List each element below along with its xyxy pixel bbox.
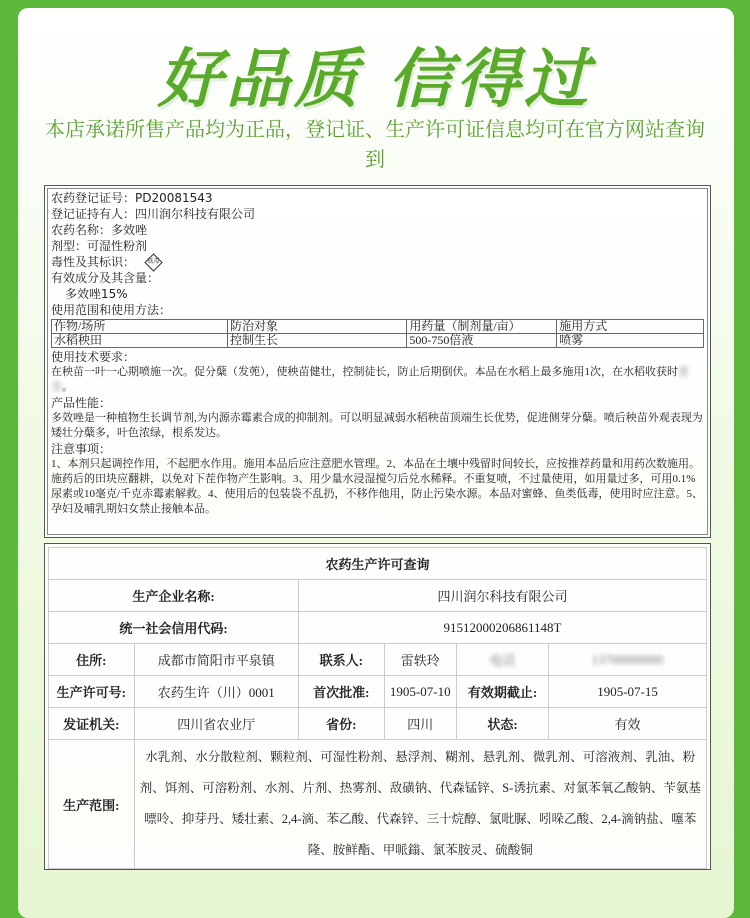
reg-number: 农药登记证号：PD20081543 [51, 191, 213, 205]
ingredient-label: 有效成分及其含量： [51, 271, 160, 285]
registration-certificate [44, 185, 711, 538]
address-label: 住所: [49, 644, 135, 676]
contact-label: 联系人: [299, 644, 385, 676]
contact-value: 雷轶玲 [384, 644, 456, 676]
production-license [44, 543, 711, 870]
scope-label: 使用范围和使用方法： [51, 303, 172, 317]
status-value: 有效 [549, 708, 707, 740]
usage-cell: 控制生长 [228, 334, 407, 348]
expiry-value: 1905-07-15 [549, 676, 707, 708]
usage-header-row [52, 320, 704, 334]
range-value: 水乳剂、水分散粒剂、颗粒剂、可湿性粉剂、悬浮剂、糊剂、悬乳剂、微乳剂、可溶液剂、乳油、粉剂、饵剂、可溶粉剂、水剂、片剂、热雾剂、敌磺钠、代森锰锌、S-诱抗素、对氯苯氧乙酸钠、苄氨基嘌呤、抑芽丹、矮壮素、2,4-滴、苯乙酸、代森锌、三十烷醇、氯吡脲、吲哚乙酸、2,4-滴钠盐、噻苯隆、胺鲜酯、甲哌鎓、氯苯胺灵、硫酸铜 [134, 740, 706, 869]
notes-label: 注意事项： [51, 442, 112, 456]
issuer-value: 四川省农业厅 [134, 708, 299, 740]
toxicity-label: 毒性及其标识： [51, 255, 136, 269]
usage-table [51, 319, 704, 348]
usage-cell: 500-750倍液 [407, 334, 557, 348]
reg-holder: 登记证持有人：四川润尔科技有限公司 [51, 207, 256, 221]
company-label: 生产企业名称: [49, 580, 299, 612]
tech-label: 使用技术要求： [51, 350, 136, 364]
performance-label: 产品性能： [51, 396, 112, 410]
usage-cell: 水稻秧田 [52, 334, 228, 348]
phone-value: 13700000000 [549, 644, 707, 676]
tech-text: 在秧苗一叶一心期喷施一次。促分蘖（发蔸），使秧苗健壮，控制徒长，防止后期倒伏。本品在水稻上最多施用1次，在水稻收获时安全。 [51, 366, 689, 393]
license-table [48, 547, 707, 869]
first-approval-label: 首次批准: [299, 676, 385, 708]
usage-row [52, 334, 704, 348]
usage-header: 施用方式 [557, 320, 704, 334]
province-value: 四川 [384, 708, 456, 740]
first-approval-value: 1905-07-10 [384, 676, 456, 708]
address-value: 成都市简阳市平泉镇 [134, 644, 299, 676]
permit-label: 生产许可号: [49, 676, 135, 708]
low-toxicity-diamond-icon [144, 253, 162, 271]
phone-label: 电话 [456, 644, 548, 676]
notes-text: 1、本剂只起调控作用，不起肥水作用。施用本品后应注意肥水管理。2、本品在土壤中残留时间较长，应按推荐药量和用药次数施用。施药后的田块应翻耕，以免对下茬作物产生影响。3、用少量水浸湿搅匀后兑水稀释。不重复喷，不过量使用，如用量过多，可用0.1%尿素或10毫克/千克赤霉素解救。4、使用后的包装袋不乱扔，不移作他用，防止污染水源。本品对蜜蜂、鱼类低毒，使用时应注意。5、孕妇及哺乳期妇女禁止接触本品。 [51, 458, 704, 515]
status-label: 状态: [456, 708, 548, 740]
ingredient: 多效唑15% [65, 287, 128, 301]
province-label: 省份: [299, 708, 385, 740]
performance-text: 多效唑是一种植物生长调节剂,为内源赤霉素合成的抑制剂。可以明显减弱水稻秧苗顶端生长优势，促进侧芽分蘖。喷后秧苗外观表现为矮壮分蘖多，叶色浓绿，根系发达。 [51, 412, 703, 439]
formulation: 剂型：可湿性粉剂 [51, 239, 148, 253]
usage-header: 作物/场所 [52, 320, 228, 334]
credit-code-value: 91512000206861148T [299, 612, 707, 644]
issuer-label: 发证机关: [49, 708, 135, 740]
toxicity-badge: 低毒 [147, 257, 160, 265]
tech-text-body: 在秧苗一叶一心期喷施一次。促分蘖（发蔸），使秧苗健壮，控制徒长，防止后期倒伏。本品在水稻上最多施用1次，在水稻收获时 [51, 366, 678, 378]
permit-value: 农药生许（川）0001 [134, 676, 299, 708]
usage-cell: 喷雾 [557, 334, 704, 348]
license-title: 农药生产许可查询 [49, 548, 707, 580]
company-value: 四川润尔科技有限公司 [299, 580, 707, 612]
range-label: 生产范围: [49, 740, 135, 869]
expiry-label: 有效期截止: [456, 676, 548, 708]
headline: 好品质 信得过 [157, 43, 593, 117]
usage-header: 防治对象 [228, 320, 407, 334]
subtitle: 本店承诺所售产品均为正品，登记证、生产许可证信息均可在官方网站查询到 [45, 117, 705, 171]
tech-text-blurred: 安全 [51, 366, 689, 393]
usage-header: 用药量（制剂量/亩） [407, 320, 557, 334]
pesticide-name: 农药名称：多效唑 [51, 223, 148, 237]
toxicity [51, 254, 704, 270]
credit-code-label: 统一社会信用代码: [49, 612, 299, 644]
